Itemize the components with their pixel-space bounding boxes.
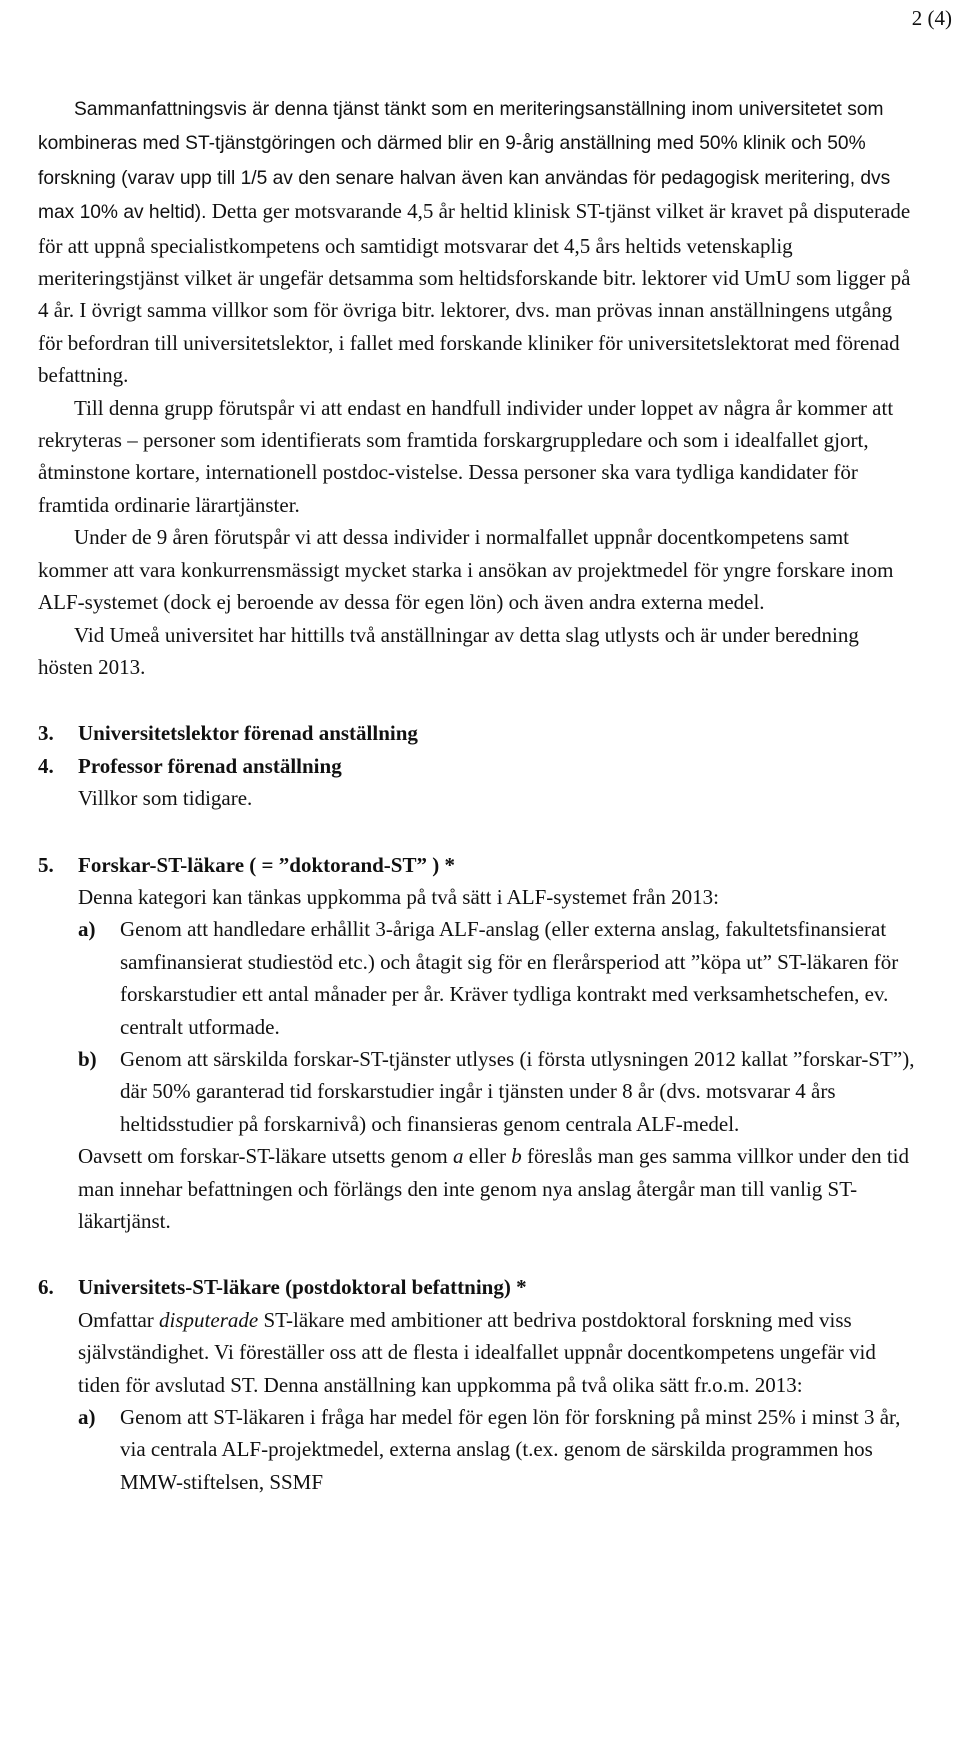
section-5-item-b-text: Genom att särskilda forskar-ST-tjänster utlyses (i första utlysningen 2012 kallat ”forskar-ST”), där 50% garanterad tid forskarstudier ingår i tjänsten under 8 år (dvs. motsvarar 4 års heltidsstudier på forskarnivå) och finansieras genom centrala ALF-medel.	[120, 1046, 915, 1136]
section-4-number: 4.	[38, 753, 54, 778]
section-6-item-a-text: Genom att ST-läkaren i fråga har medel för egen lön för forskning på minst 25% i minst 3 år, via centrala ALF-projektmedel, externa anslag (t.ex. genom de särskilda programmen hos MMW-stiftelsen, SSMF	[120, 1405, 901, 1494]
paragraph-recruitment: Till denna grupp förutspår vi att endast en handfull individer under loppet av några år kommer att rekryteras – personer som identifierats som framtida forskargruppledare och som i idealfallet gjort, åtminstone kortare, internationell postdoc-vistelse. Dessa personer ska vara tydliga kandidater för framtida ordinarie lärartjänster.	[38, 395, 894, 517]
section-3-heading	[38, 717, 918, 749]
section-4-heading	[38, 750, 918, 782]
section-5-item-b-label: b)	[78, 1046, 97, 1071]
section-6-number: 6.	[38, 1275, 54, 1300]
section-spacer	[38, 683, 918, 717]
summary-serif-text: Detta ger motsvarande 4,5 år heltid klinisk ST-tjänst vilket är kravet på disputerade för att uppnå specialistkompetens och samtidigt motsvarar det 4,5 års heltids vetenskaplig meriteringstjänst vilket är ungefär detsamma som heltidsforskande bitr. lektorer vid UmU som ligger på 4 år. I övrigt samma villkor som för övriga bitr. lektorer, dvs. man prövas innan anställningens utgång för befordran till universitetslektor, i fallet med forskande kliniker för universitetslektorat med förenad befattning.	[38, 199, 911, 388]
outro-part-3: föreslås man ges samma villkor under den tid man innehar befattningen och förlängs den inte genom nya anslag återgår man till vanlig ST-läkartjänst.	[78, 1144, 910, 1233]
section-5-item-a	[78, 913, 918, 1043]
outro-a: a	[452, 1144, 464, 1169]
section-6-title: Universitets-ST-läkare (postdoktoral befattning) *	[78, 1275, 527, 1300]
paragraph-summary	[38, 92, 918, 392]
section-6-heading	[38, 1271, 918, 1303]
summary-sans-text: Sammanfattningsvis är denna tjänst tänkt som en meriteringsanställning inom universitetet som kombineras med ST-tjänstgöringen och därmed blir en 9-årig anställning med 50% klinik och 50% forskning (varav upp till 1/5 av den senare halvan även kan användas för pedagogisk meritering, dvs max 10% av heltid).	[38, 99, 891, 224]
section-5-heading	[38, 849, 918, 881]
section-4-title: Professor förenad anställning	[78, 753, 342, 778]
section-spacer	[38, 815, 918, 849]
s6-intro-part-2: ST-läkare med ambitioner att bedriva postdoktoral forskning med viss självständighet. Vi föreställer oss att de flesta i idealfallet uppnår docentkompetens ungefär vid tiden för avslutad ST. Denna anställning kan uppkomma på två olika sätt fr.o.m. 2013:	[78, 1307, 876, 1397]
paragraph-docent: Under de 9 åren förutspår vi att dessa individer i normalfallet uppnår docentkompetens samt kommer att vara konkurrensmässigt mycket starka i ansökan av projektmedel för yngre forskare inom ALF-systemet (dock ej beroende av dessa för egen lön) och även andra externa medel.	[38, 525, 894, 615]
section-4-text: Villkor som tidigare.	[78, 786, 253, 811]
section-5-outro	[78, 1140, 918, 1237]
outro-part-2: eller	[463, 1144, 512, 1169]
outro-part-1: Oavsett om forskar-ST-läkare utsetts genom	[78, 1144, 453, 1169]
outro-b: b	[511, 1144, 522, 1169]
section-3-number: 3.	[38, 721, 54, 746]
section-5-item-a-text: Genom att handledare erhållit 3-åriga ALF-anslag (eller externa anslag, fakultetsfinansierat samfinansierat studiestöd etc.) och åtagit sig för en flerårsperiod att ”köpa ut” ST-läkaren för forskarstudier ett antal månader per år. Kräver tydliga kontrakt med verksamhetschefen, ev. centralt utformade.	[120, 917, 899, 1039]
section-5-intro: Denna kategori kan tänkas uppkomma på två sätt i ALF-systemet från 2013:	[78, 884, 719, 909]
page-number: 2 (4)	[911, 6, 952, 30]
paragraph-umea: Vid Umeå universitet har hittills två anställningar av detta slag utlysts och är under beredning hösten 2013.	[38, 622, 859, 679]
s6-intro-emphasis: disputerade	[159, 1307, 259, 1332]
section-6-item-a	[78, 1401, 918, 1498]
s6-intro-part-1: Omfattar	[78, 1307, 160, 1332]
section-3-title: Universitetslektor förenad anställning	[78, 721, 418, 746]
section-5-item-b	[78, 1043, 918, 1140]
section-5-title: Forskar-ST-läkare ( = ”doktorand-ST” ) *	[78, 852, 455, 877]
section-spacer	[38, 1237, 918, 1271]
document-body	[38, 92, 918, 1498]
section-6-intro	[78, 1304, 918, 1401]
section-5-item-a-label: a)	[78, 917, 96, 942]
section-6-item-a-label: a)	[78, 1405, 96, 1430]
section-5-number: 5.	[38, 852, 54, 877]
